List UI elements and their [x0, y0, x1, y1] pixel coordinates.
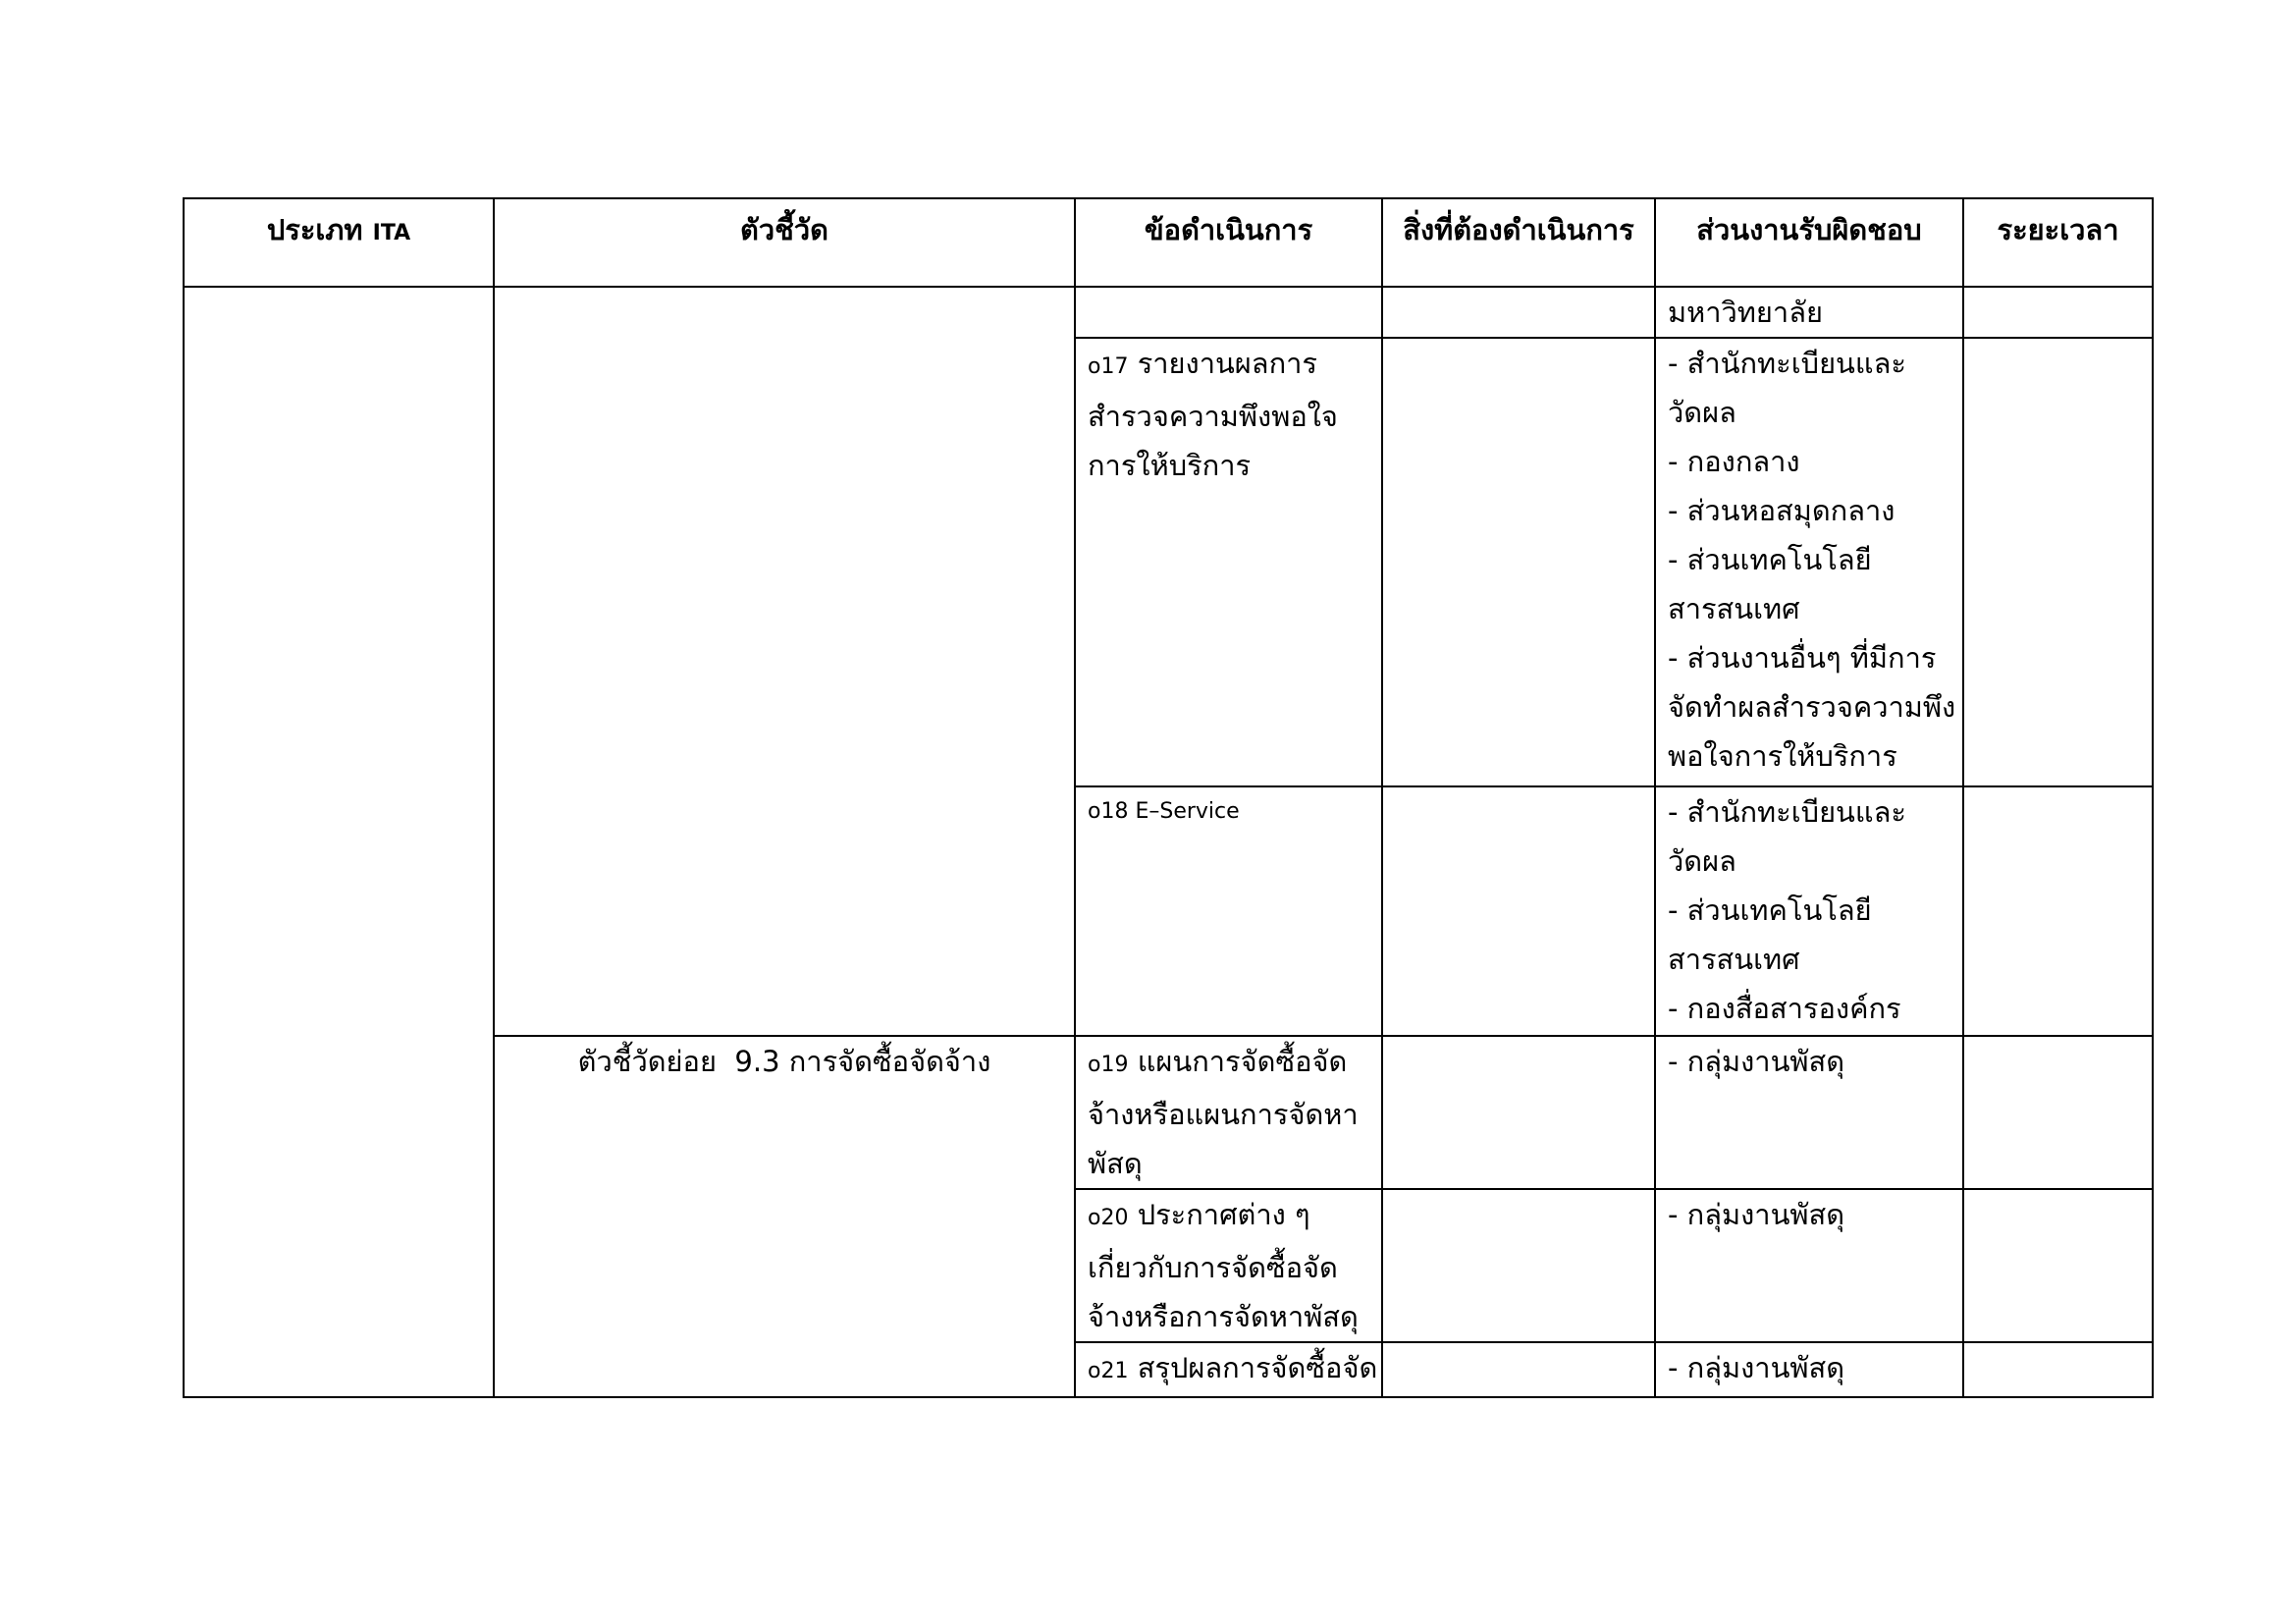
todo-cell [1382, 1342, 1655, 1397]
action-line [1088, 787, 1369, 837]
action-code: o17 [1088, 354, 1129, 379]
duration-cell [1963, 1342, 2153, 1397]
action-cell [1075, 786, 1382, 1036]
responsible-line: - กลุ่มงานพัสดุ [1668, 1351, 1845, 1384]
action-text: แผนการจัดซื้อจัด [1137, 1045, 1348, 1078]
responsible-cell [1655, 1189, 1963, 1342]
header-ita-type-label: ประเภท [266, 213, 363, 246]
action-line: เกี่ยวกับการจัดซื้อจัด [1088, 1251, 1338, 1284]
responsible-line: พอใจการให้บริการ [1668, 739, 1897, 773]
action-line: การให้บริการ [1088, 449, 1252, 482]
todo-cell [1382, 1036, 1655, 1189]
action-line: จ้างหรือแผนการจัดหา [1088, 1098, 1359, 1131]
header-ita-type [184, 198, 494, 287]
action-line: พัสดุ [1088, 1147, 1143, 1180]
table-row [184, 287, 2153, 338]
action-cell [1075, 1036, 1382, 1189]
ita-type-cell [184, 287, 494, 1397]
responsible-line: - กองสื่อสารองค์กร [1668, 992, 1901, 1025]
header-action-item: ข้อดำเนินการ [1075, 198, 1382, 287]
action-line [1088, 1037, 1369, 1090]
duration-cell [1963, 786, 2153, 1036]
responsible-line: - กลุ่มงานพัสดุ [1668, 1198, 1845, 1231]
action-line [1088, 1343, 1378, 1396]
responsible-line: - ส่วนเทคโนโลยี [1668, 893, 1872, 927]
responsible-line: - สำนักทะเบียนและ [1668, 795, 1906, 829]
duration-cell [1963, 1189, 2153, 1342]
action-text: ประกาศต่าง ๆ [1137, 1198, 1310, 1231]
todo-cell [1382, 287, 1655, 338]
responsible-cell [1655, 1036, 1963, 1189]
action-cell [1075, 287, 1382, 338]
duration-cell [1963, 1036, 2153, 1189]
sub-indicator-label: การจัดซื้อจัดจ้าง [788, 1045, 991, 1078]
responsible-line: - ส่วนหอสมุดกลาง [1668, 494, 1896, 527]
responsible-line: - ส่วนเทคโนโลยี [1668, 543, 1872, 576]
action-code: o19 [1088, 1053, 1129, 1077]
header-todo: สิ่งที่ต้องดำเนินการ [1382, 198, 1655, 287]
ita-plan-table [183, 197, 2154, 1398]
indicator-cell-continued [494, 287, 1075, 1036]
action-text: E–Service [1135, 799, 1240, 824]
sub-indicator-prefix: ตัวชี้วัดย่อย [577, 1045, 717, 1078]
todo-cell [1382, 338, 1655, 786]
todo-cell [1382, 1189, 1655, 1342]
responsible-line: - ส่วนงานอื่นๆ ที่มีการ [1668, 641, 1937, 675]
action-cell [1075, 1342, 1382, 1397]
action-code: o18 [1088, 799, 1129, 824]
action-line [1088, 1190, 1369, 1243]
action-line: สำรวจความพึงพอใจ [1088, 400, 1338, 433]
responsible-cell [1655, 338, 1963, 786]
action-text: สรุปผลการจัดซื้อจัด [1137, 1351, 1378, 1384]
responsible-line: มหาวิทยาลัย [1668, 296, 1823, 329]
responsible-line: - กลุ่มงานพัสดุ [1668, 1045, 1845, 1078]
duration-cell [1963, 338, 2153, 786]
responsible-cell [1655, 287, 1963, 338]
action-cell [1075, 338, 1382, 786]
action-line [1088, 339, 1369, 392]
action-text: รายงานผลการ [1137, 347, 1317, 380]
responsible-line: - กองกลาง [1668, 445, 1800, 478]
responsible-line: วัดผล [1668, 396, 1736, 429]
responsible-line: สารสนเทศ [1668, 943, 1800, 976]
responsible-line: - สำนักทะเบียนและ [1668, 347, 1906, 380]
sub-indicator-cell [494, 1036, 1075, 1397]
header-duration: ระยะเวลา [1963, 198, 2153, 287]
duration-cell [1963, 287, 2153, 338]
action-code: o21 [1088, 1359, 1129, 1383]
responsible-line: วัดผล [1668, 844, 1736, 878]
todo-cell [1382, 786, 1655, 1036]
responsible-cell [1655, 786, 1963, 1036]
header-row [184, 198, 2153, 287]
sub-indicator-number: 9.3 [734, 1045, 780, 1078]
responsible-line: จัดทำผลสำรวจความพึง [1668, 690, 1956, 724]
responsible-cell [1655, 1342, 1963, 1397]
action-code: o20 [1088, 1206, 1129, 1230]
header-indicator: ตัวชี้วัด [494, 198, 1075, 287]
header-ita-suffix: ITA [372, 221, 411, 245]
action-cell [1075, 1189, 1382, 1342]
header-responsible: ส่วนงานรับผิดชอบ [1655, 198, 1963, 287]
responsible-line: สารสนเทศ [1668, 592, 1800, 625]
action-line: จ้างหรือการจัดหาพัสดุ [1088, 1300, 1359, 1333]
